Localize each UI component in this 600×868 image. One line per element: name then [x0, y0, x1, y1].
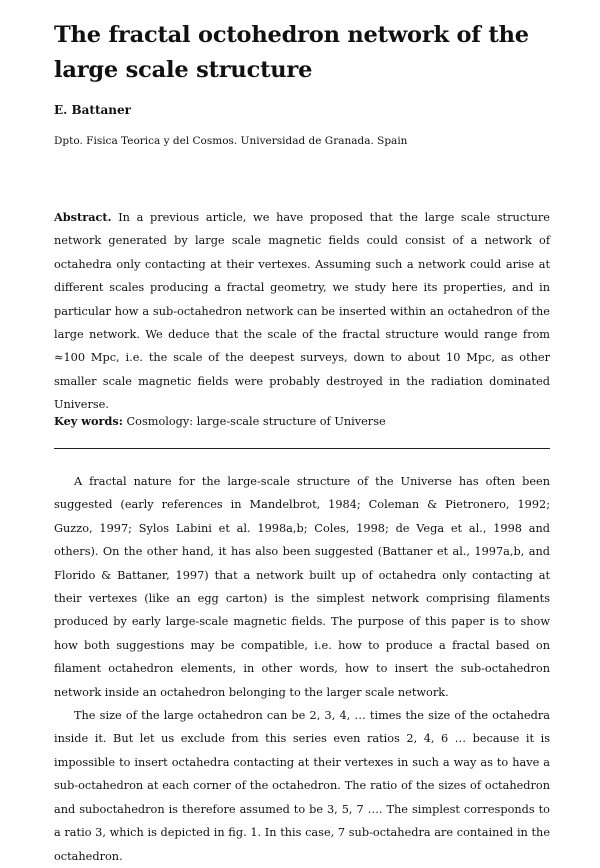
abstract-label: Abstract. — [54, 210, 112, 224]
keywords-label: Key words: — [54, 414, 123, 428]
author-name: E. Battaner — [54, 103, 131, 117]
keywords — [54, 414, 550, 428]
section-divider — [54, 448, 550, 449]
body-text — [54, 470, 550, 868]
body-paragraph: A fractal nature for the large-scale structure of the Universe has often been suggested (early references in Mandelbrot, 1984; Coleman & Pietronero, 1992; Guzzo, 1997; Sylos Labini et al. 1998a,b; Coles, 1998; de Vega et al., 1998 and others). On the other hand, it has also been suggested (Battaner et al., 1997a,b, and Florido & Battaner, 1997) that a network built up of octahedra only contacting at their vertexes (like an egg carton) is the simplest network comprising filaments produced by early large-scale magnetic fields. The purpose of this paper is to show how both suggestions may be compatible, i.e. how to produce a fractal based on filament octahedron elements, in other words, how to insert the sub-octahedron network inside an octahedron belonging to the larger scale network. — [54, 475, 550, 699]
abstract — [54, 206, 550, 417]
author-affiliation: Dpto. Fisica Teorica y del Cosmos. Universidad de Granada. Spain — [54, 135, 408, 147]
body-paragraph: The size of the large octahedron can be 2, 3, 4, … times the size of the octahedra inside it. But let us exclude from this series even ratios 2, 4, 6 … because it is impossible to insert octahedra contacting at their vertexes in such a way as to have a sub-octahedron at each corner of the octahedron. The ratio of the sizes of octahedron and suboctahedron is therefore assumed to be 3, 5, 7 …. The simplest corresponds to a ratio 3, which is depicted in fig. 1. In this case, 7 sub-octahedra are contained in the octahedron. — [54, 709, 550, 863]
keywords-text: Cosmology: large-scale structure of Universe — [126, 415, 386, 428]
abstract-text: In a previous article, we have proposed that the large scale structure network generated by large scale magnetic fields could consist of a network of octahedra only contacting at their vertexes. Assuming such a network could arise at different scales producing a fractal geometry, we study here its properties, and in particular how a sub-octahedron network can be inserted within an octahedron of the large network. We deduce that the scale of the fractal structure would range from ≈100 Mpc, i.e. the scale of the deepest surveys, down to about 10 Mpc, as other smaller scale magnetic fields were probably destroyed in the radiation dominated Universe. — [54, 211, 550, 412]
paper-title: The fractal octohedron network of the large scale structure — [54, 22, 529, 83]
